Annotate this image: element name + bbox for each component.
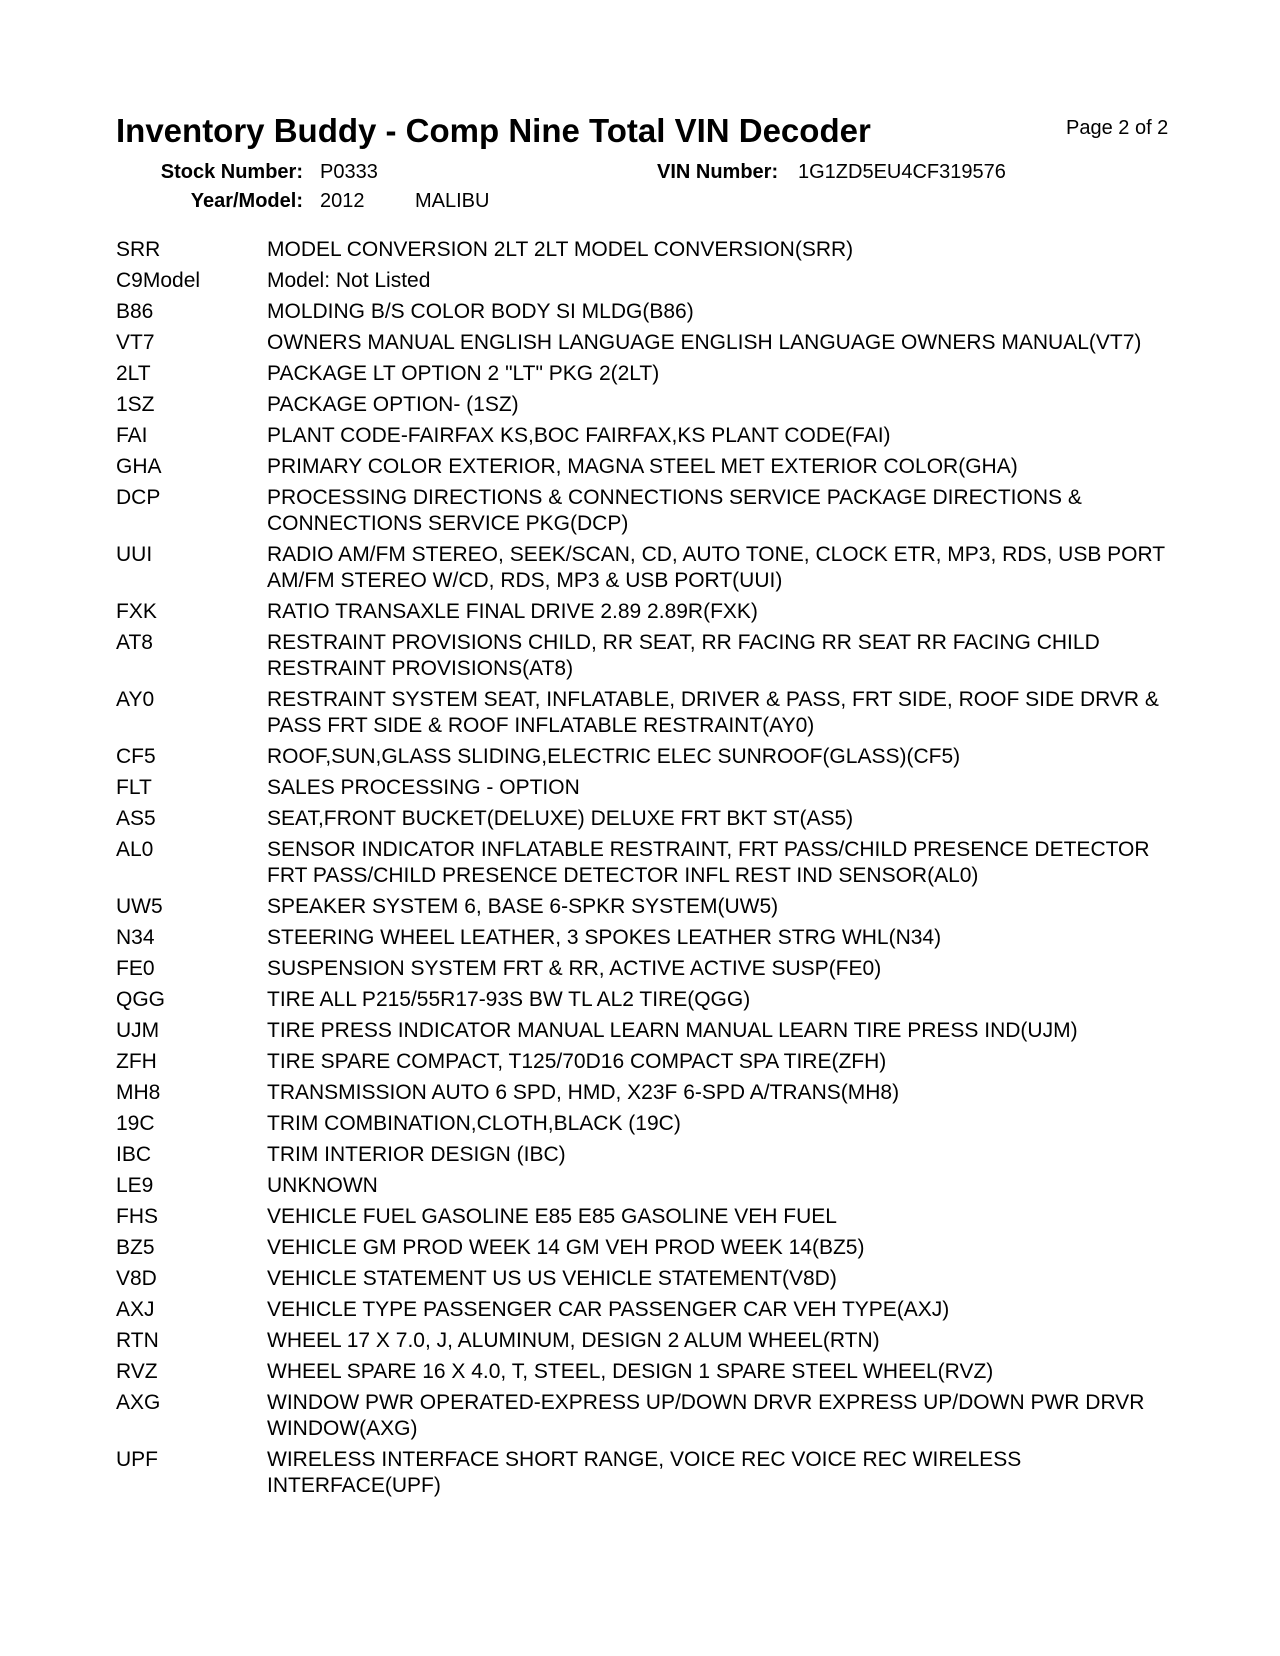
option-code: N34 (116, 926, 155, 949)
table-row (116, 775, 1206, 801)
page-title: Inventory Buddy - Comp Nine Total VIN Decoder (116, 112, 871, 149)
option-code: MH8 (116, 1081, 161, 1104)
vin-number-label: VIN Number: (657, 161, 779, 183)
option-code: AT8 (116, 631, 153, 654)
table-row (116, 1328, 1206, 1354)
table-row (116, 987, 1206, 1013)
table-row (116, 423, 1206, 449)
table-row (116, 1266, 1206, 1292)
option-description: STEERING WHEEL LEATHER, 3 SPOKES LEATHER STRG WHL(N34) (267, 926, 942, 949)
option-description: PROCESSING DIRECTIONS & CONNECTIONS SERVICE PACKAGE DIRECTIONS & CONNECTIONS SERVICE PKG(DCP) (267, 486, 1082, 535)
option-code-list (116, 237, 1206, 1504)
option-code: BZ5 (116, 1236, 155, 1259)
table-row (116, 894, 1206, 920)
option-code: FHS (116, 1205, 158, 1228)
table-row (116, 1204, 1206, 1230)
option-description: PACKAGE OPTION- (1SZ) (267, 393, 519, 416)
table-row (116, 392, 1206, 418)
table-row (116, 837, 1206, 889)
option-description: SPEAKER SYSTEM 6, BASE 6-SPKR SYSTEM(UW5) (267, 895, 779, 918)
option-code: SRR (116, 238, 161, 261)
option-description: SALES PROCESSING - OPTION (267, 776, 580, 799)
table-row (116, 1049, 1206, 1075)
option-description: TIRE SPARE COMPACT, T125/70D16 COMPACT SPA TIRE(ZFH) (267, 1050, 887, 1073)
table-row (116, 237, 1206, 263)
option-description: VEHICLE FUEL GASOLINE E85 E85 GASOLINE VEH FUEL (267, 1205, 837, 1228)
option-code: FLT (116, 776, 152, 799)
option-code: UW5 (116, 895, 163, 918)
option-code: AXG (116, 1391, 161, 1414)
option-code: C9Model (116, 269, 201, 292)
option-code: V8D (116, 1267, 157, 1290)
option-code: AXJ (116, 1298, 155, 1321)
option-description: TRIM COMBINATION,CLOTH,BLACK (19C) (267, 1112, 681, 1135)
option-description: MODEL CONVERSION 2LT 2LT MODEL CONVERSION(SRR) (267, 238, 854, 261)
option-code: AL0 (116, 838, 154, 861)
option-description: PRIMARY COLOR EXTERIOR, MAGNA STEEL MET EXTERIOR COLOR(GHA) (267, 455, 1018, 478)
option-description: MOLDING B/S COLOR BODY SI MLDG(B86) (267, 300, 694, 323)
option-code: 19C (116, 1112, 155, 1135)
option-code: 1SZ (116, 393, 155, 416)
option-code: GHA (116, 455, 162, 478)
table-row (116, 1111, 1206, 1137)
table-row (116, 454, 1206, 480)
option-description: RESTRAINT PROVISIONS CHILD, RR SEAT, RR FACING RR SEAT RR FACING CHILD RESTRAINT PROVISIONS(AT8) (267, 631, 1100, 680)
table-row (116, 1390, 1206, 1442)
option-description: PACKAGE LT OPTION 2 "LT" PKG 2(2LT) (267, 362, 660, 385)
option-code: CF5 (116, 745, 156, 768)
option-code: IBC (116, 1143, 152, 1166)
option-description: SUSPENSION SYSTEM FRT & RR, ACTIVE ACTIVE SUSP(FE0) (267, 957, 882, 980)
table-row (116, 361, 1206, 387)
option-description: TIRE ALL P215/55R17-93S BW TL AL2 TIRE(QGG) (267, 988, 751, 1011)
option-code: UPF (116, 1448, 158, 1471)
option-code: VT7 (116, 331, 155, 354)
year-value: 2012 (320, 190, 365, 212)
option-description: VEHICLE TYPE PASSENGER CAR PASSENGER CAR VEH TYPE(AXJ) (267, 1298, 950, 1321)
option-description: WINDOW PWR OPERATED-EXPRESS UP/DOWN DRVR EXPRESS UP/DOWN PWR DRVR WINDOW(AXG) (267, 1391, 1145, 1440)
option-description: RATIO TRANSAXLE FINAL DRIVE 2.89 2.89R(FXK) (267, 600, 758, 623)
option-description: TRANSMISSION AUTO 6 SPD, HMD, X23F 6-SPD A/TRANS(MH8) (267, 1081, 900, 1104)
option-description: VEHICLE GM PROD WEEK 14 GM VEH PROD WEEK 14(BZ5) (267, 1236, 865, 1259)
option-code: FAI (116, 424, 148, 447)
option-description: OWNERS MANUAL ENGLISH LANGUAGE ENGLISH LANGUAGE OWNERS MANUAL(VT7) (267, 331, 1142, 354)
option-code: LE9 (116, 1174, 154, 1197)
table-row (116, 1297, 1206, 1323)
table-row (116, 1235, 1206, 1261)
option-description: WHEEL 17 X 7.0, J, ALUMINUM, DESIGN 2 ALUM WHEEL(RTN) (267, 1329, 880, 1352)
option-code: RTN (116, 1329, 159, 1352)
option-code: B86 (116, 300, 154, 323)
option-description: ROOF,SUN,GLASS SLIDING,ELECTRIC ELEC SUNROOF(GLASS)(CF5) (267, 745, 961, 768)
table-row (116, 1080, 1206, 1106)
option-code: AS5 (116, 807, 156, 830)
option-code: FE0 (116, 957, 155, 980)
option-code: UJM (116, 1019, 160, 1042)
table-row (116, 687, 1206, 739)
option-description: RADIO AM/FM STEREO, SEEK/SCAN, CD, AUTO TONE, CLOCK ETR, MP3, RDS, USB PORT AM/FM STEREO W/CD, RDS, MP3 & USB PORT(UUI) (267, 543, 1165, 592)
stock-number-label: Stock Number: (160, 161, 303, 183)
table-row (116, 1142, 1206, 1168)
option-code: RVZ (116, 1360, 158, 1383)
table-row (116, 925, 1206, 951)
table-row (116, 744, 1206, 770)
year-model-label: Year/Model: (190, 190, 303, 212)
table-row (116, 542, 1206, 594)
vin-number-value: 1G1ZD5EU4CF319576 (798, 161, 1006, 183)
option-code: AY0 (116, 688, 155, 711)
table-row (116, 1018, 1206, 1044)
table-row (116, 1173, 1206, 1199)
table-row (116, 330, 1206, 356)
option-code: QGG (116, 988, 166, 1011)
option-description: UNKNOWN (267, 1174, 378, 1197)
table-row (116, 268, 1206, 294)
option-code: 2LT (116, 362, 151, 385)
table-row (116, 630, 1206, 682)
table-row (116, 1359, 1206, 1385)
option-code: ZFH (116, 1050, 157, 1073)
option-description: VEHICLE STATEMENT US US VEHICLE STATEMENT(V8D) (267, 1267, 837, 1290)
table-row (116, 299, 1206, 325)
table-row (116, 599, 1206, 625)
option-description: SEAT,FRONT BUCKET(DELUXE) DELUXE FRT BKT ST(AS5) (267, 807, 854, 830)
page-number-indicator: Page 2 of 2 (1066, 117, 1169, 139)
option-description: WIRELESS INTERFACE SHORT RANGE, VOICE REC VOICE REC WIRELESS INTERFACE(UPF) (267, 1448, 1022, 1497)
table-row (116, 485, 1206, 537)
option-description: TIRE PRESS INDICATOR MANUAL LEARN MANUAL LEARN TIRE PRESS IND(UJM) (267, 1019, 1078, 1042)
option-description: WHEEL SPARE 16 X 4.0, T, STEEL, DESIGN 1 SPARE STEEL WHEEL(RVZ) (267, 1360, 994, 1383)
table-row (116, 806, 1206, 832)
table-row (116, 956, 1206, 982)
stock-number-value: P0333 (320, 161, 378, 183)
model-value: MALIBU (415, 190, 490, 212)
option-code: FXK (116, 600, 157, 623)
option-code: UUI (116, 543, 153, 566)
option-description: TRIM INTERIOR DESIGN (IBC) (267, 1143, 566, 1166)
option-description: SENSOR INDICATOR INFLATABLE RESTRAINT, FRT PASS/CHILD PRESENCE DETECTOR FRT PASS/CHILD PRESENCE DETECTOR INFL REST IND SENSOR(AL0) (267, 838, 1150, 887)
option-description: PLANT CODE-FAIRFAX KS,BOC FAIRFAX,KS PLANT CODE(FAI) (267, 424, 891, 447)
option-description: Model: Not Listed (267, 269, 431, 292)
option-description: RESTRAINT SYSTEM SEAT, INFLATABLE, DRIVER & PASS, FRT SIDE, ROOF SIDE DRVR & PASS FRT SIDE & ROOF INFLATABLE RESTRAINT(AY0) (267, 688, 1159, 737)
option-code: DCP (116, 486, 161, 509)
table-row (116, 1447, 1206, 1499)
